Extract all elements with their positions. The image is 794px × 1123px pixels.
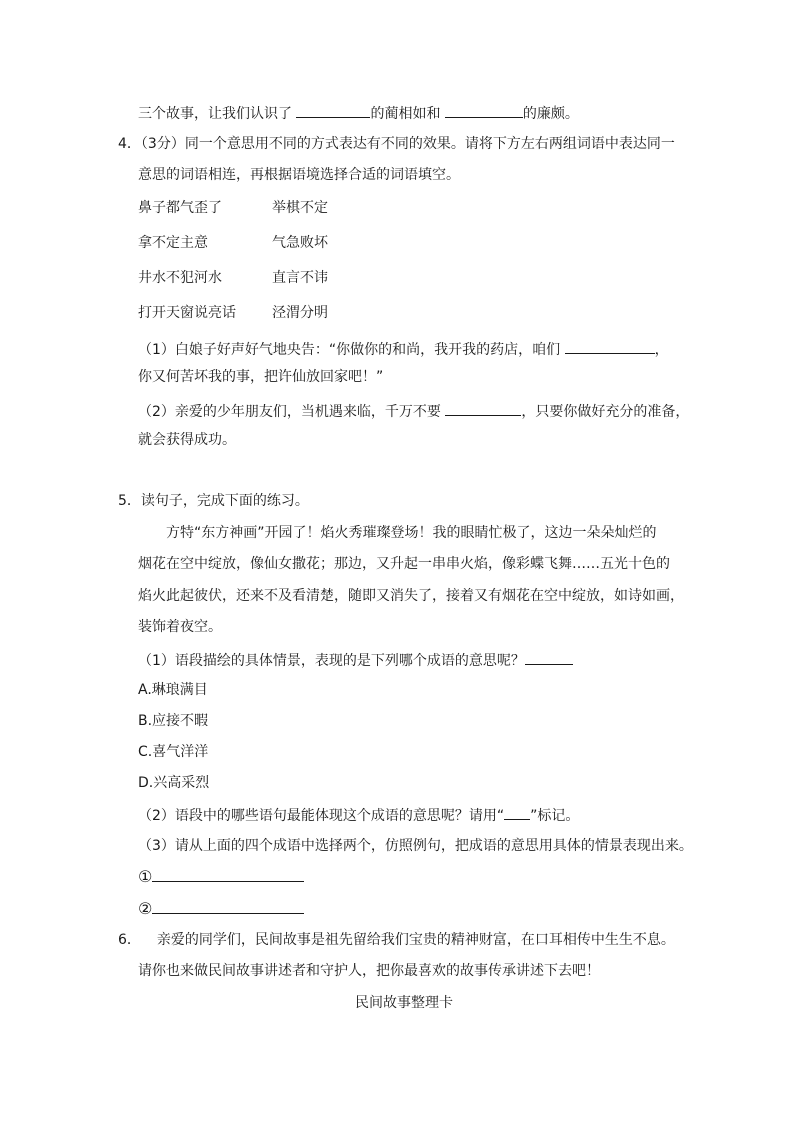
q3-blank-1[interactable] (296, 102, 370, 118)
q5-sub2-mark-sample (504, 804, 530, 820)
q5-sub2 (138, 804, 579, 826)
q4-right-word-3[interactable]: 直言不讳 (272, 270, 328, 286)
q5-option-c[interactable]: C.喜气洋洋 (138, 744, 209, 760)
q4-stem-1: （3分）同一个意思用不同的方式表达有不同的效果。请将下方左右两组词语中表达同一 (140, 136, 675, 152)
q6-card-title: 民间故事整理卡 (355, 995, 453, 1011)
q5-mark-2: ② (138, 899, 153, 918)
q5-para-line-2: 烟花在空中绽放，像仙女撒花；那边，又升起一串串火焰，像彩蝶飞舞……五光十色的 (138, 556, 670, 572)
q4-stem-line1 (118, 134, 675, 154)
q4-sub1-line1 (138, 338, 669, 360)
q5-option-d[interactable]: D.兴高采烈 (138, 775, 210, 791)
q5-sub2-text-b: ”标记。 (530, 808, 580, 824)
q3-tail-line (138, 102, 579, 124)
q5-sub1-text: （1）语段描绘的具体情景，表现的是下列哪个成语的意思呢？ (138, 653, 525, 669)
q5-mark-1: ① (138, 867, 153, 886)
q5-stem: 5．读句子，完成下面的练习。 (118, 493, 309, 509)
q4-sub2-line2: 就会获得成功。 (138, 432, 236, 448)
q3-tail-text-1: 三个故事，让我们认识了 (138, 106, 297, 122)
q6-line1-text: 亲爱的同学们，民间故事是祖先留给我们宝贵的精神财富，在口耳相传中生生不息。 (156, 932, 675, 948)
q5-para-line-3: 焰火此起彼伏，还来不及看清楚，随即又消失了，接着又有烟花在空中绽放，如诗如画， (138, 588, 684, 604)
q4-right-word-4[interactable]: 泾渭分明 (272, 305, 328, 321)
q4-number: 4． (118, 136, 141, 152)
q5-sub2-text-a: （2）语段中的哪些语句最能体现这个成语的意思呢？请用“ (138, 808, 505, 824)
q5-answer-line-1 (138, 866, 304, 888)
q3-blank-2[interactable] (445, 102, 523, 118)
q4-left-word-1[interactable]: 鼻子都气歪了 (138, 200, 222, 216)
q5-sub3: （3）请从上面的四个成语中选择两个，仿照例句，把成语的意思用具体的情景表现出来。 (138, 838, 693, 854)
q5-sub1-blank[interactable] (525, 649, 573, 665)
q4-sub1-blank[interactable] (565, 338, 655, 354)
q4-sub1-text-a: （1）白娘子好声好气地央告：“你做你的和尚，我开我的药店，咱们 (138, 342, 565, 358)
q4-sub2-blank[interactable] (445, 400, 521, 416)
q5-answer-blank-2[interactable] (152, 898, 304, 914)
q4-right-word-1[interactable]: 举棋不定 (272, 200, 328, 216)
q5-option-b[interactable]: B.应接不暇 (138, 713, 209, 729)
q4-sub2-text-b: ，只要你做好充分的准备， (521, 404, 690, 420)
q5-para-line-1: 方特“东方神画”开园了！焰火秀璀璨登场！我的眼睛忙极了，这边一朵朵灿烂的 (166, 525, 657, 541)
q5-option-a[interactable]: A.琳琅满目 (138, 682, 208, 698)
q6-line2: 请你也来做民间故事讲述者和守护人，把你最喜欢的故事传承讲述下去吧！ (138, 963, 600, 979)
q5-para-line-4: 装饰着夜空。 (138, 619, 222, 635)
q4-left-word-2[interactable]: 拿不定主意 (138, 235, 208, 251)
q3-tail-text-3: 的廉颇。 (522, 106, 579, 122)
q5-sub1 (138, 649, 573, 671)
q4-right-word-2[interactable]: 气急败坏 (272, 235, 328, 251)
q4-left-word-3[interactable]: 井水不犯河水 (138, 270, 222, 286)
q4-sub1-text-b: ， (654, 342, 669, 358)
q5-answer-blank-1[interactable] (152, 866, 304, 882)
q6-number: 6． (118, 932, 141, 948)
q4-left-word-4[interactable]: 打开天窗说亮话 (138, 305, 236, 321)
q4-sub2-line1 (138, 400, 689, 422)
q4-sub1-line2: 你又何苦坏我的事，把许仙放回家吧！” (138, 369, 384, 385)
q6-line1 (118, 930, 675, 950)
q4-stem-line2: 意思的词语相连，再根据语境选择合适的词语填空。 (138, 167, 460, 183)
q3-tail-text-2: 的蔺相如和 (370, 106, 445, 122)
q5-answer-line-2 (138, 898, 304, 920)
q4-sub2-text-a: （2）亲爱的少年朋友们，当机遇来临，千万不要 (138, 404, 446, 420)
